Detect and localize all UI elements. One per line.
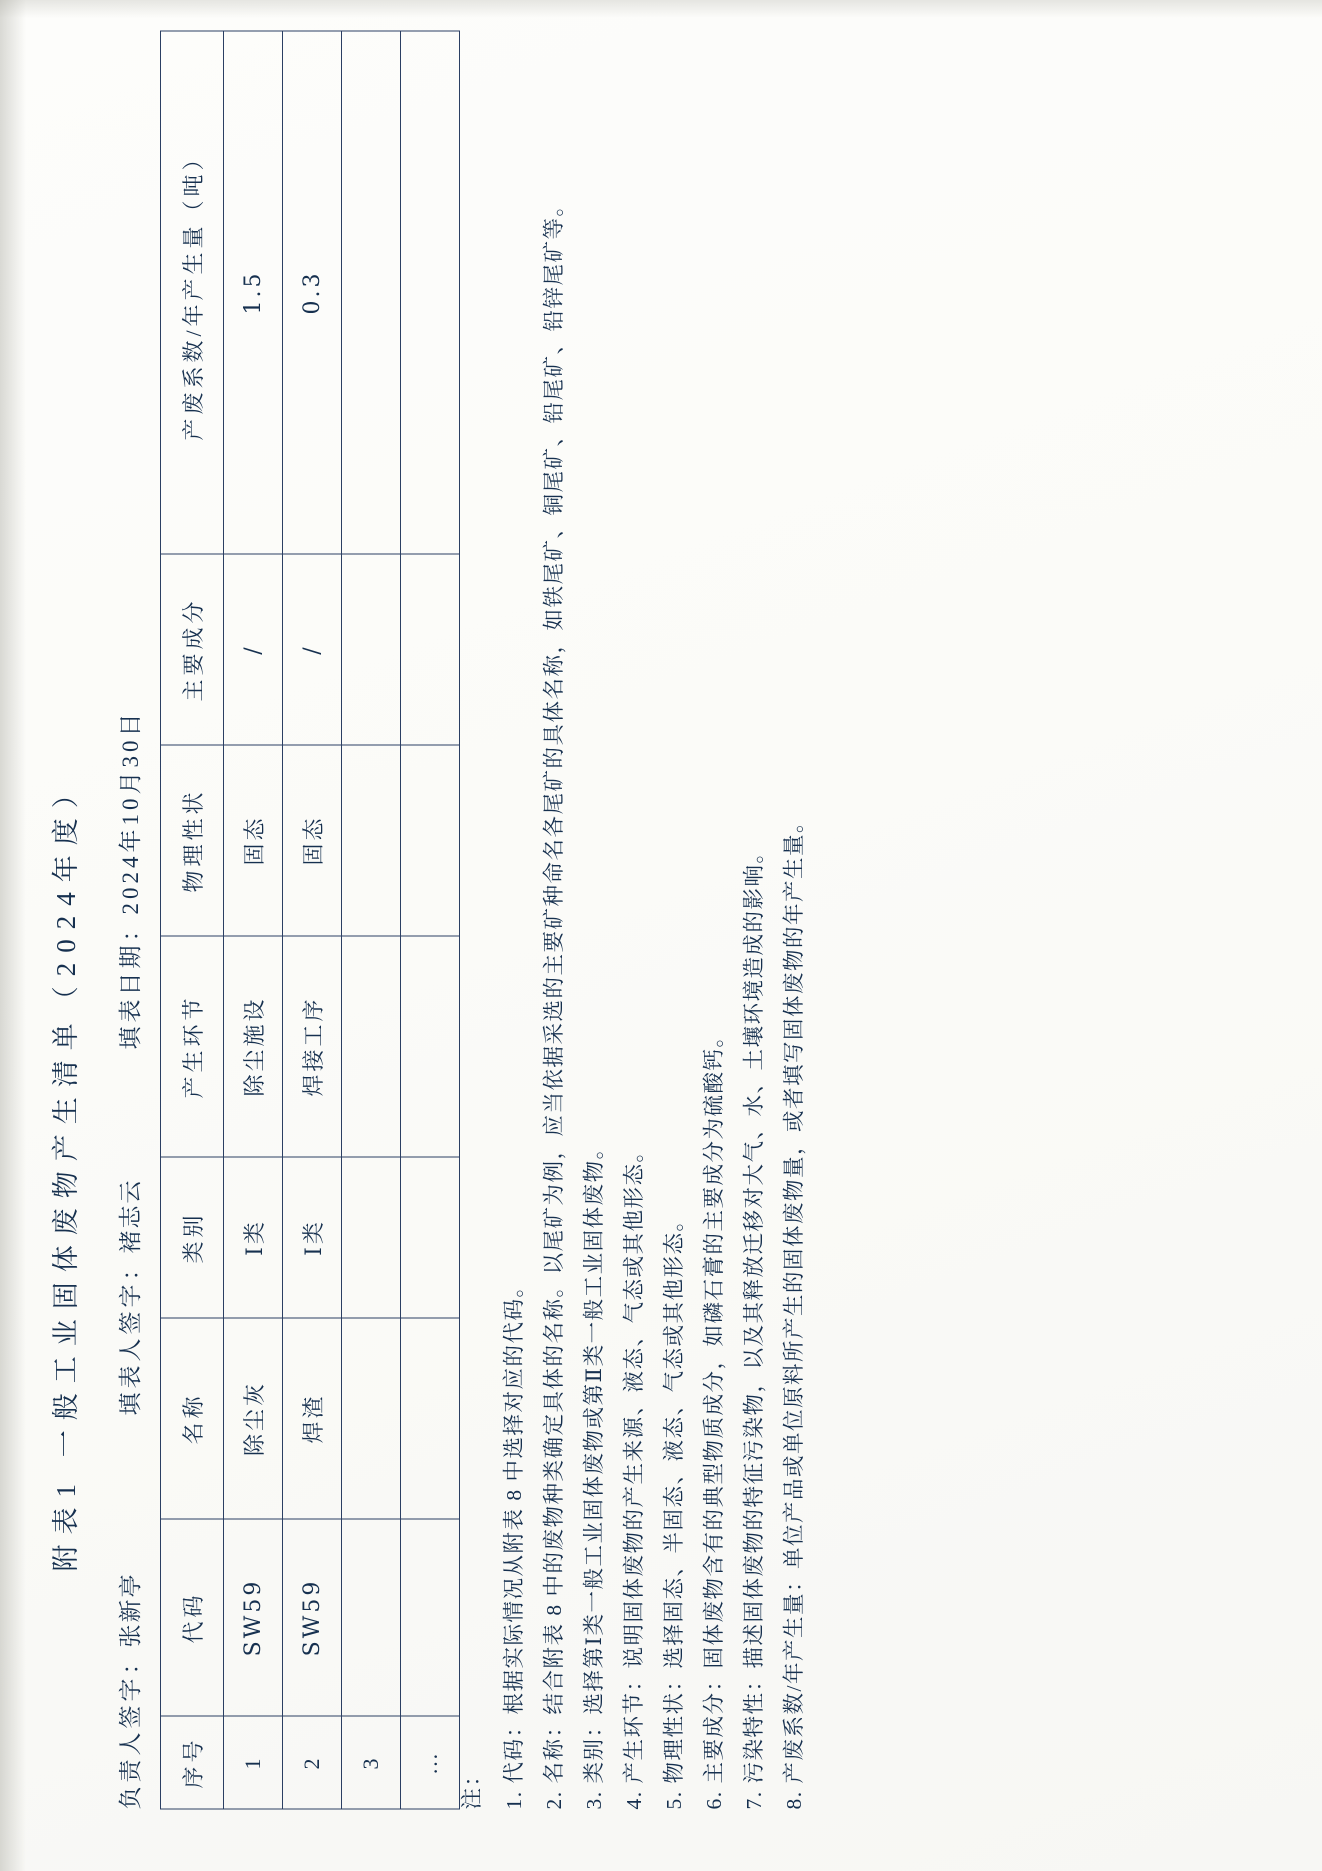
cell-name — [401, 1318, 460, 1519]
note-item-6: 6. 主要成分：固体废物含有的典型物质成分，如磷石膏的主要成分为硫酸钙。 — [702, 1023, 726, 1809]
cell-type — [342, 1157, 401, 1318]
note-item-3: 3. 类别：选择第Ⅰ类一般工业固体废物或第Ⅱ类一般工业固体废物。 — [582, 1135, 606, 1809]
page-title: 附表1 一般工业固体废物产生清单（2024年度） — [51, 770, 81, 1571]
table-row — [224, 31, 283, 1809]
note-item-1: 1. 代码：根据实际情况从附表 8 中选择对应的代码。 — [502, 1273, 526, 1809]
cell-rate — [342, 31, 401, 554]
note-item-2: 2. 名称：结合附表 8 中的废物种类确定具体的名称。以尾矿为例，应当依据采选的主要矿种命名各尾矿的具体名称，如铁尾矿、铜尾矿、铅尾矿、铅锌尾矿等。 — [542, 192, 566, 1809]
cell-seq: 2 — [283, 1716, 342, 1809]
cell-link — [342, 936, 401, 1157]
note-item-5: 5. 物理性状：选择固态、半固态、液态、气态或其他形态。 — [662, 1207, 686, 1809]
fill-date-label: 填表日期： — [118, 914, 143, 1049]
notes-section — [452, 19, 814, 1809]
cell-rate: 0.3 — [283, 31, 342, 554]
cell-type: Ⅰ类 — [283, 1157, 342, 1318]
cell-code: SW59 — [283, 1519, 342, 1716]
note-item-4: 4. 产生环节：说明固体废物的产生来源、液态、气态或其他形态。 — [622, 1138, 646, 1809]
cell-physical: 固态 — [224, 745, 283, 936]
cell-link: 除尘施设 — [224, 936, 283, 1157]
fill-date — [112, 709, 145, 1049]
cell-physical — [342, 745, 401, 936]
cell-code: SW59 — [224, 1519, 283, 1716]
fill-date-value: 2024年10月30日 — [118, 709, 143, 914]
cell-type: Ⅰ类 — [224, 1157, 283, 1318]
manager-signature-value: 张新亭 — [118, 1572, 144, 1647]
cell-seq: … — [401, 1716, 460, 1809]
cell-link: 焊接工序 — [283, 936, 342, 1157]
filler-signature-value: 褚志云 — [118, 1178, 144, 1253]
column-header-code: 代码 — [161, 1519, 224, 1716]
cell-name: 焊渣 — [283, 1318, 342, 1519]
column-header-rate: 产废系数/年产生量（吨） — [161, 31, 224, 554]
table-header-row — [161, 31, 224, 1809]
cell-composition — [401, 554, 460, 745]
note-item-7: 7. 污染特性：描述固体废物的特征污染物，以及其释放迁移对大气、水、土壤环境造成的影响。 — [742, 839, 766, 1809]
cell-composition — [342, 554, 401, 745]
cell-name — [342, 1318, 401, 1519]
solid-waste-table — [160, 30, 460, 1809]
manager-signature-label: 负责人签字： — [118, 1647, 143, 1809]
cell-code — [401, 1519, 460, 1716]
notes-heading: 注： — [460, 1762, 484, 1809]
filler-signature — [112, 1178, 145, 1415]
cell-seq: 3 — [342, 1716, 401, 1809]
table-row — [401, 31, 460, 1809]
note-item-8: 8. 产废系数/年产生量：单位产品或单位原料所产生的固体废物量，或者填写固体废物的年产生量。 — [782, 809, 806, 1809]
cell-code — [342, 1519, 401, 1716]
column-header-composition: 主要成分 — [161, 554, 224, 745]
cell-rate: 1.5 — [224, 31, 283, 554]
column-header-type: 类别 — [161, 1157, 224, 1318]
cell-type — [401, 1157, 460, 1318]
column-header-physical: 物理性状 — [161, 745, 224, 936]
column-header-name: 名称 — [161, 1318, 224, 1519]
filler-signature-label: 填表人签字： — [118, 1253, 143, 1415]
cell-rate — [401, 31, 460, 554]
cell-physical: 固态 — [283, 745, 342, 936]
table-row — [283, 31, 342, 1809]
column-header-seq: 序号 — [161, 1716, 224, 1809]
table-row — [342, 31, 401, 1809]
cell-physical — [401, 745, 460, 936]
cell-composition: / — [283, 554, 342, 745]
cell-name: 除尘灰 — [224, 1318, 283, 1519]
column-header-link: 产生环节 — [161, 936, 224, 1157]
cell-composition: / — [224, 554, 283, 745]
cell-seq: 1 — [224, 1716, 283, 1809]
cell-link — [401, 936, 460, 1157]
manager-signature — [112, 1572, 145, 1809]
